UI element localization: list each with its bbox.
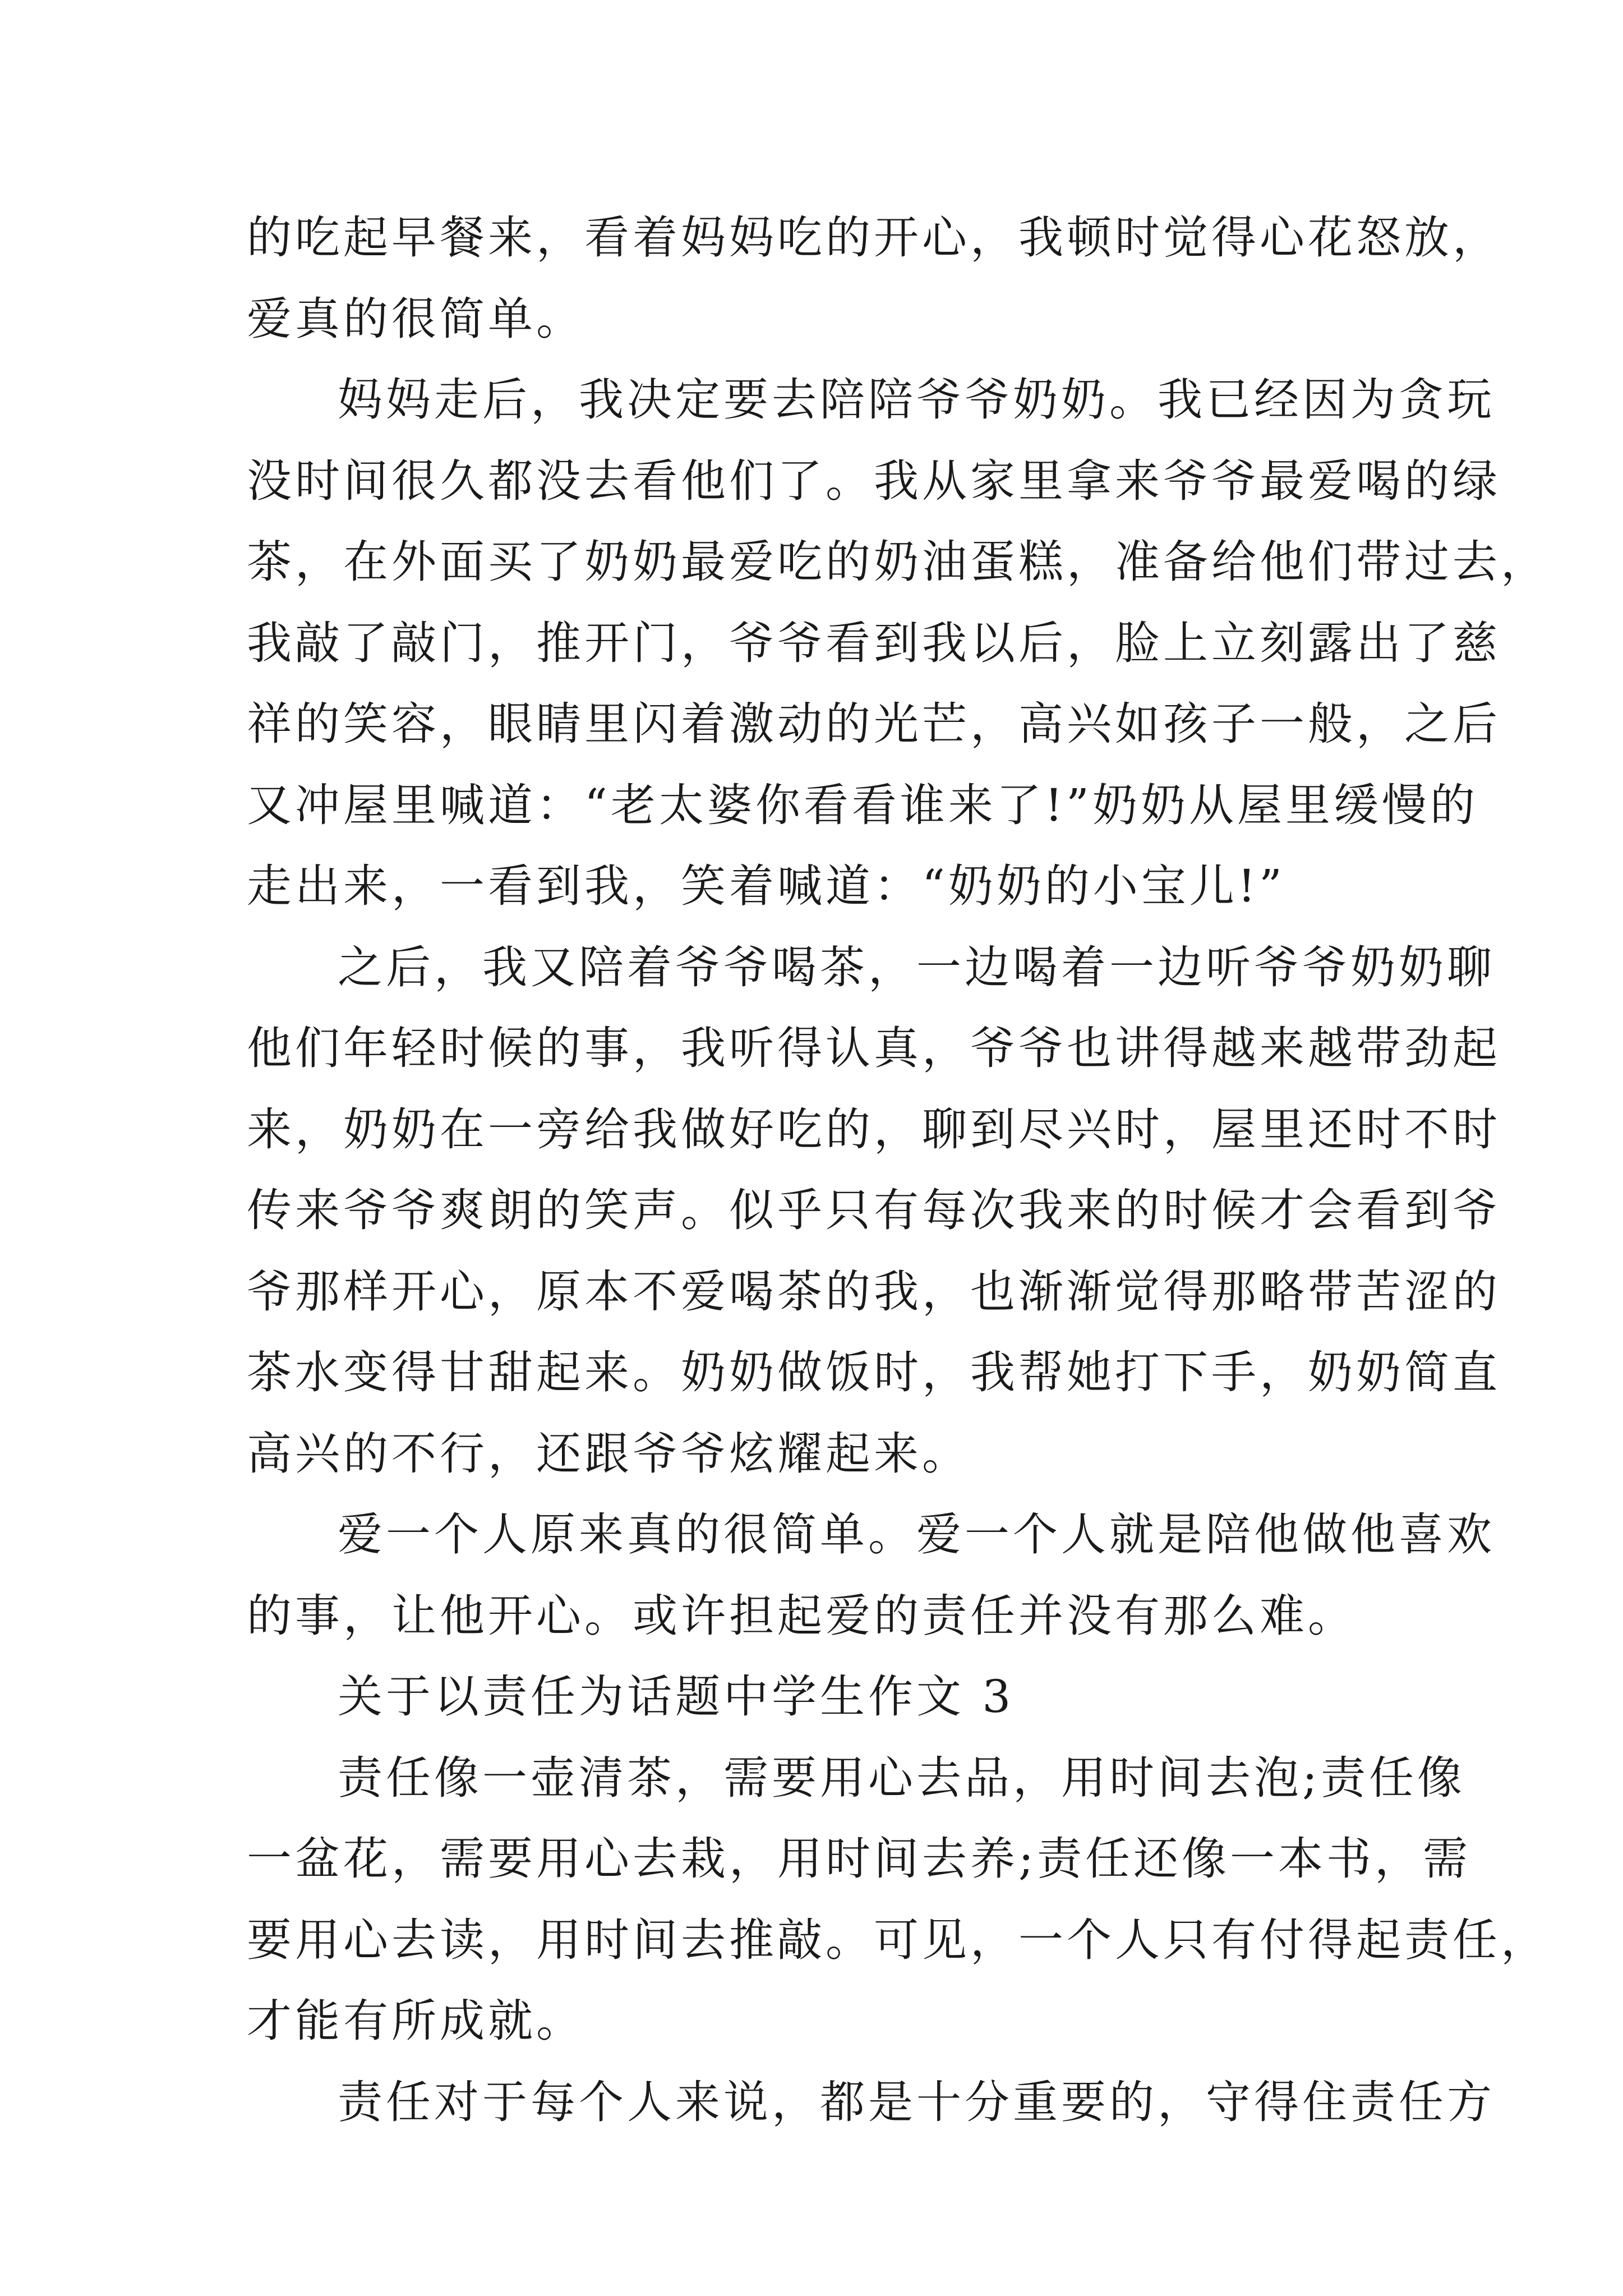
text-line: 来，奶奶在一旁给我做好吃的，聊到尽兴时，屋里还时不时: [247, 1103, 1501, 1156]
text-line: 一盆花，需要用心去栽，用时间去养;责任还像一本书，需: [247, 1833, 1471, 1885]
text-line: 传来爷爷爽朗的笑声。似乎只有每次我来的时候才会看到爷: [247, 1184, 1501, 1236]
text-line: 茶，在外面买了奶奶最爱吃的奶油蛋糕，准备给他们带过去，: [247, 536, 1549, 588]
text-line: 的事，让他开心。或许担起爱的责任并没有那么难。: [247, 1589, 1356, 1642]
text-line: 之后，我又陪着爷爷喝茶，一边喝着一边听爷爷奶奶聊: [338, 941, 1495, 993]
text-line: 茶水变得甘甜起来。奶奶做饭时，我帮她打下手，奶奶简直: [247, 1346, 1501, 1398]
text-line: 责任像一壶清茶，需要用心去品，用时间去泡;责任像: [338, 1751, 1465, 1804]
text-line: 他们年轻时候的事，我听得认真，爷爷也讲得越来越带劲起: [247, 1022, 1501, 1074]
text-line: 又冲屋里喊道：“老太婆你看看谁来了!”奶奶从屋里缓慢的: [247, 779, 1478, 831]
text-line: 才能有所成就。: [247, 1995, 584, 2047]
text-line: 祥的笑容，眼睛里闪着激动的光芒，高兴如孩子一般，之后: [247, 698, 1501, 750]
text-line: 我敲了敲门，推开门，爷爷看到我以后，脸上立刻露出了慈: [247, 616, 1501, 669]
body-text: [247, 197, 1549, 2143]
text-line: 爱真的很简单。: [247, 292, 584, 345]
text-line: 要用心去读，用时间去推敲。可见，一个人只有付得起责任，: [247, 1913, 1549, 1966]
text-line: 走出来，一看到我，笑着喊道：“奶奶的小宝儿!”: [247, 860, 1285, 912]
text-line: 的吃起早餐来，看着妈妈吃的开心，我顿时觉得心花怒放，: [247, 211, 1501, 264]
text-line: 责任对于每个人来说，都是十分重要的，守得住责任方: [338, 2076, 1495, 2128]
text-line: 关于以责任为话题中学生作文 3: [338, 1671, 1015, 1723]
text-line: 爱一个人原来真的很简单。爱一个人就是陪他做他喜欢: [338, 1508, 1495, 1561]
text-line: 没时间很久都没去看他们了。我从家里拿来爷爷最爱喝的绿: [247, 454, 1501, 507]
text-line: 高兴的不行，还跟爷爷炫耀起来。: [247, 1427, 970, 1480]
text-line: 爷那样开心，原本不爱喝茶的我，也渐渐觉得那略带苦涩的: [247, 1265, 1501, 1318]
text-line: 妈妈走后，我决定要去陪陪爷爷奶奶。我已经因为贪玩: [338, 374, 1495, 426]
